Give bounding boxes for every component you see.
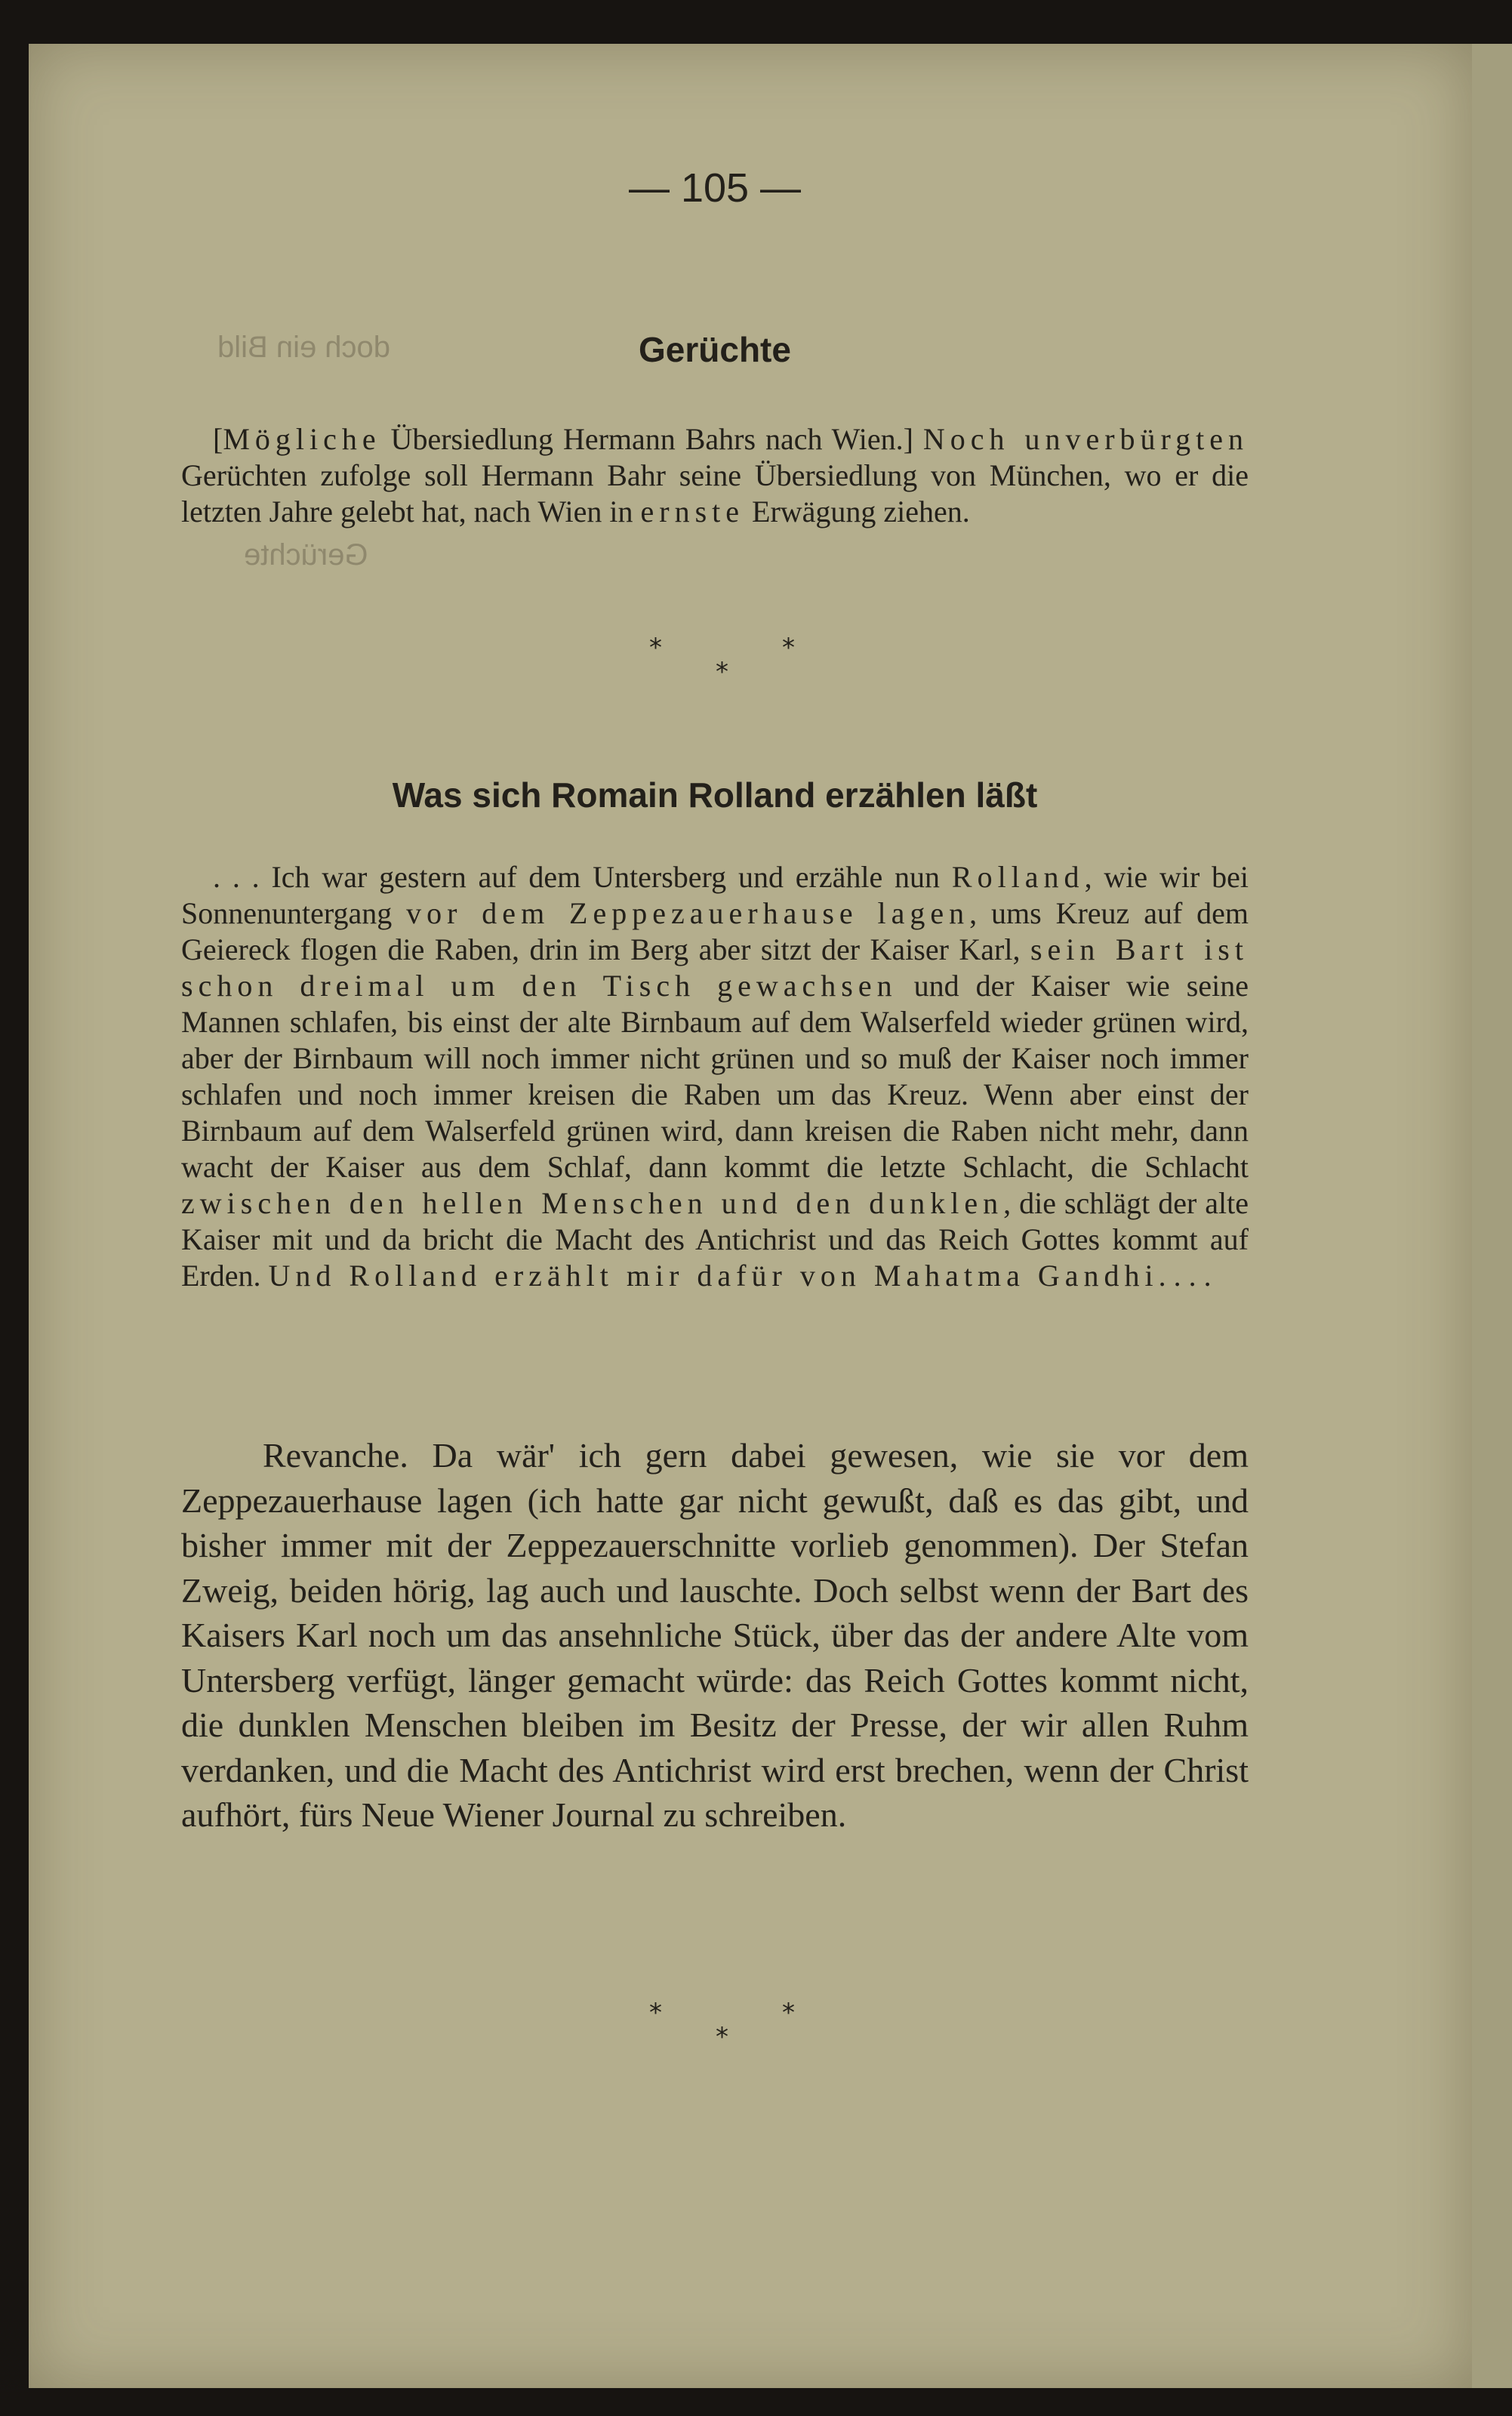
text-run: , ums Kreuz auf dem Geiereck flogen die Raben, drin im Berg aber sitzt der Kaiser Karl, (181, 896, 1249, 966)
asterisk: * (782, 633, 795, 663)
text-run: , wie wir bei Sonnenuntergang (181, 860, 1249, 930)
text-run: Übersiedlung Hermann Bahrs nach Wien.] (380, 422, 923, 456)
text-run: , die schlägt der alte Kaiser mit und da bricht die Macht des Antichrist und das Reich Gottes kommt auf Erden. (181, 1186, 1249, 1293)
spaced-emphasis-text: Rolland (951, 860, 1085, 894)
asterisk: * (716, 657, 728, 687)
spaced-emphasis-text: ernste (640, 495, 745, 528)
text-run: [ (213, 422, 223, 456)
show-through-text: doch ein Bild (217, 331, 391, 364)
paragraph-rolland (181, 859, 1249, 1294)
page-number: — 105 — (628, 165, 802, 211)
spaced-emphasis-text: zwischen den hellen Menschen und den dunklen (181, 1186, 1004, 1220)
text-run: . . . Ich war gestern auf dem Untersberg und erzähle nun (213, 860, 952, 894)
paragraph-geruechte (181, 421, 1249, 530)
spaced-emphasis-text: vor dem Zeppezauerhause lagen (406, 896, 970, 930)
asterisk: * (716, 2022, 728, 2052)
spaced-emphasis-text: Mögliche (223, 422, 381, 456)
asterisk: * (782, 1998, 795, 2028)
text-run: . . . . (1158, 1259, 1212, 1293)
spaced-emphasis-text: sein Bart ist schon dreimal um den Tisch gewachsen (181, 932, 1249, 1003)
asterism-separator (649, 633, 800, 693)
commentary-paragraph: Revanche. Da wär' ich gern dabei gewesen, wie sie vor dem Zeppezauerhause lagen (ich hatte gar nicht gewußt, daß es das gibt, und bisher immer mit der Zeppezauerschnitte vorlieb genommen). Der Stefan Zweig, beiden hörig, lag auch und lauschte. Doch selbst wenn der Bart des Kaisers Karl noch um das ansehnliche Stück, über das der andere Alte vom Untersberg verfügt, länger gemacht würde: das Reich Gottes kommt nicht, die dunklen Menschen bleiben im Besitz der Presse, der wir allen Ruhm verdanken, und die Macht des Antichrist wird erst brechen, wenn der Christ aufhört, fürs Neue Wiener Journal zu schreiben. (181, 1436, 1249, 1834)
section-heading-geruechte: Gerüchte (639, 330, 791, 369)
asterism-separator (649, 1998, 800, 2058)
text-run: Erwägung ziehen. (744, 495, 970, 528)
section-heading-rolland: Was sich Romain Rolland erzählen läßt (392, 775, 1038, 815)
text-run: Gerüchten zufolge soll Hermann Bahr seine Übersiedlung von München, wo er die letzten Jahre gelebt hat, nach Wien in (181, 458, 1249, 528)
spaced-emphasis-text: Noch unverbürgten (922, 422, 1249, 456)
show-through-text: Gerüchte (244, 538, 368, 572)
spaced-emphasis-text: Und Rolland erzählt mir dafür von Mahatma Gandhi (268, 1259, 1159, 1293)
text-run: und der Kaiser wie seine Mannen schlafen, bis einst der alte Birnbaum auf dem Walserfeld wieder grünen wird, aber der Birnbaum will noch immer nicht grünen und so muß der Kaiser noch immer schlafen und noch immer kreisen die Raben um das Kreuz. Wenn aber einst der Birnbaum auf dem Walserfeld grünen wird, dann kreisen die Raben nicht mehr, dann wacht der Kaiser aus dem Schlaf, dann kommt die letzte Schlacht, die Schlacht (181, 969, 1249, 1184)
book-page (29, 44, 1472, 2388)
asterisk: * (649, 1998, 662, 2028)
asterisk: * (649, 633, 662, 663)
